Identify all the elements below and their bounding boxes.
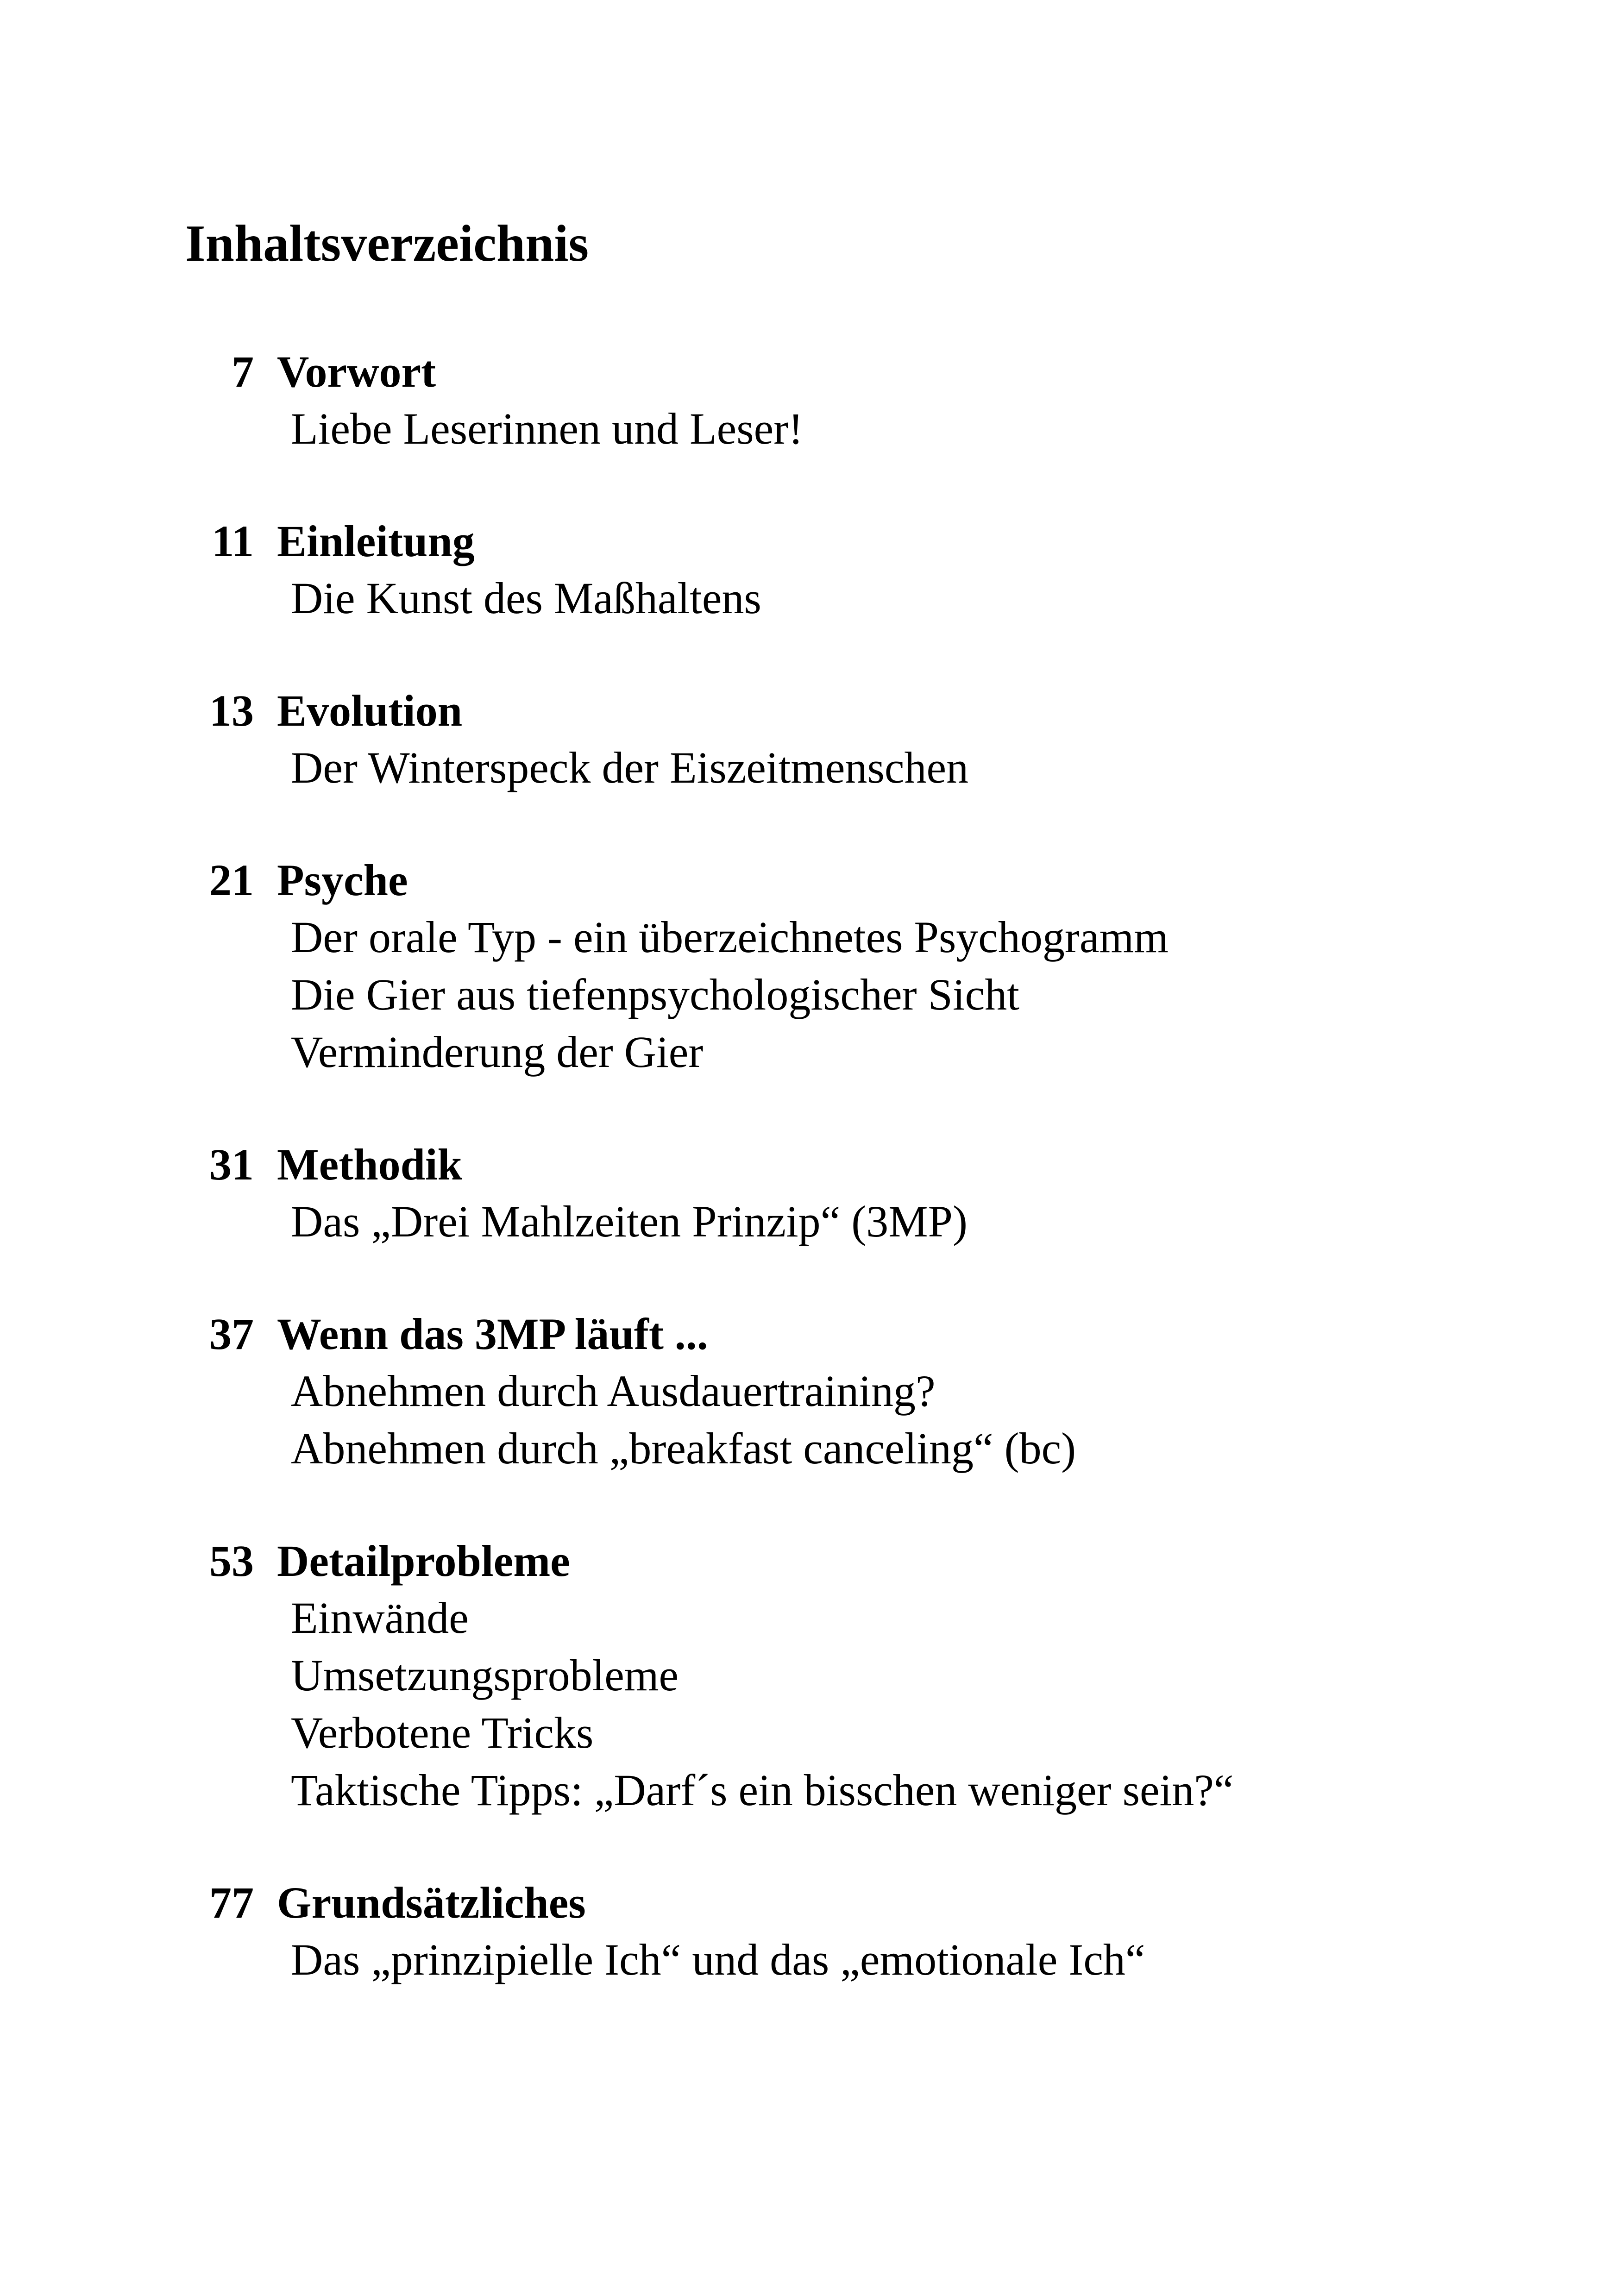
- toc-chapter-title: Methodik: [277, 1140, 463, 1189]
- toc-entry-vorwort: [185, 344, 1575, 458]
- toc-entry-heading: [185, 852, 1575, 909]
- toc-entry-wenn-das-3mp-laeuft: [185, 1306, 1575, 1477]
- toc-subsection: Das „Drei Mahlzeiten Prinzip“ (3MP): [291, 1197, 968, 1246]
- toc-page-number: 11: [212, 516, 254, 566]
- toc-subsection-list: [185, 909, 1575, 1081]
- toc-subsection: Liebe Leserinnen und Leser!: [291, 404, 804, 453]
- toc-subsection: Der Winterspeck der Eiszeitmenschen: [291, 743, 969, 792]
- toc-chapter-title: Vorwort: [277, 347, 436, 396]
- toc-subsection-list: [185, 570, 1575, 627]
- toc-subsection: Das „prinzipielle Ich“ und das „emotionale Ich“: [291, 1935, 1145, 1984]
- toc-entry-heading: [185, 344, 1575, 400]
- page-title: Inhaltsverzeichnis: [185, 215, 589, 272]
- toc-chapter-title: Grundsätzliches: [277, 1878, 586, 1927]
- toc-page-number: 31: [209, 1140, 254, 1189]
- toc-chapter-title: Psyche: [277, 855, 408, 905]
- toc-chapter-title: Einleitung: [277, 516, 475, 566]
- toc-subsection-list: [185, 1589, 1575, 1819]
- toc-page-number: 53: [209, 1536, 254, 1586]
- toc-entry-heading: [185, 1875, 1575, 1931]
- toc-subsection-list: [185, 1362, 1575, 1477]
- toc-subsection: Verbotene Tricks: [291, 1708, 594, 1757]
- toc-subsection: Die Gier aus tiefenpsychologischer Sicht: [291, 970, 1019, 1019]
- toc-entry-heading: [185, 1533, 1575, 1589]
- toc-subsection: Taktische Tipps: „Darf´s ein bisschen weniger sein?“: [291, 1765, 1234, 1815]
- toc-entry-einleitung: [185, 513, 1575, 627]
- toc-chapter-title: Detailprobleme: [277, 1536, 570, 1586]
- toc-subsection-list: [185, 400, 1575, 458]
- toc-subsection: Verminderung der Gier: [291, 1027, 704, 1077]
- toc-page-number: 37: [209, 1309, 254, 1359]
- toc-subsection-list: [185, 1931, 1575, 1989]
- toc-entry-grundsaetzliches: [185, 1875, 1575, 1989]
- toc-subsection: Abnehmen durch Ausdauertraining?: [291, 1366, 936, 1416]
- toc-page-number: 13: [209, 686, 254, 735]
- toc-subsection: Der orale Typ - ein überzeichnetes Psychogramm: [291, 912, 1169, 962]
- toc-subsection: Abnehmen durch „breakfast canceling“ (bc): [291, 1424, 1076, 1473]
- toc-subsection: Einwände: [291, 1593, 469, 1643]
- toc-entry-heading: [185, 1136, 1575, 1193]
- toc-page-number: 77: [209, 1878, 254, 1927]
- toc-page-number: 7: [232, 347, 254, 396]
- toc-subsection-list: [185, 1193, 1575, 1250]
- toc-page-number: 21: [209, 855, 254, 905]
- toc-entry-heading: [185, 1306, 1575, 1362]
- toc-chapter-title: Wenn das 3MP läuft ...: [277, 1309, 708, 1359]
- toc-entry-heading: [185, 683, 1575, 739]
- toc-subsection: Die Kunst des Maßhaltens: [291, 573, 761, 623]
- toc-entry-methodik: [185, 1136, 1575, 1250]
- toc-list: [185, 344, 1575, 2044]
- toc-entry-evolution: [185, 683, 1575, 797]
- toc-entry-psyche: [185, 852, 1575, 1081]
- toc-subsection: Umsetzungsprobleme: [291, 1650, 679, 1700]
- toc-subsection-list: [185, 739, 1575, 797]
- toc-entry-heading: [185, 513, 1575, 570]
- toc-chapter-title: Evolution: [277, 686, 463, 735]
- toc-entry-detailprobleme: [185, 1533, 1575, 1819]
